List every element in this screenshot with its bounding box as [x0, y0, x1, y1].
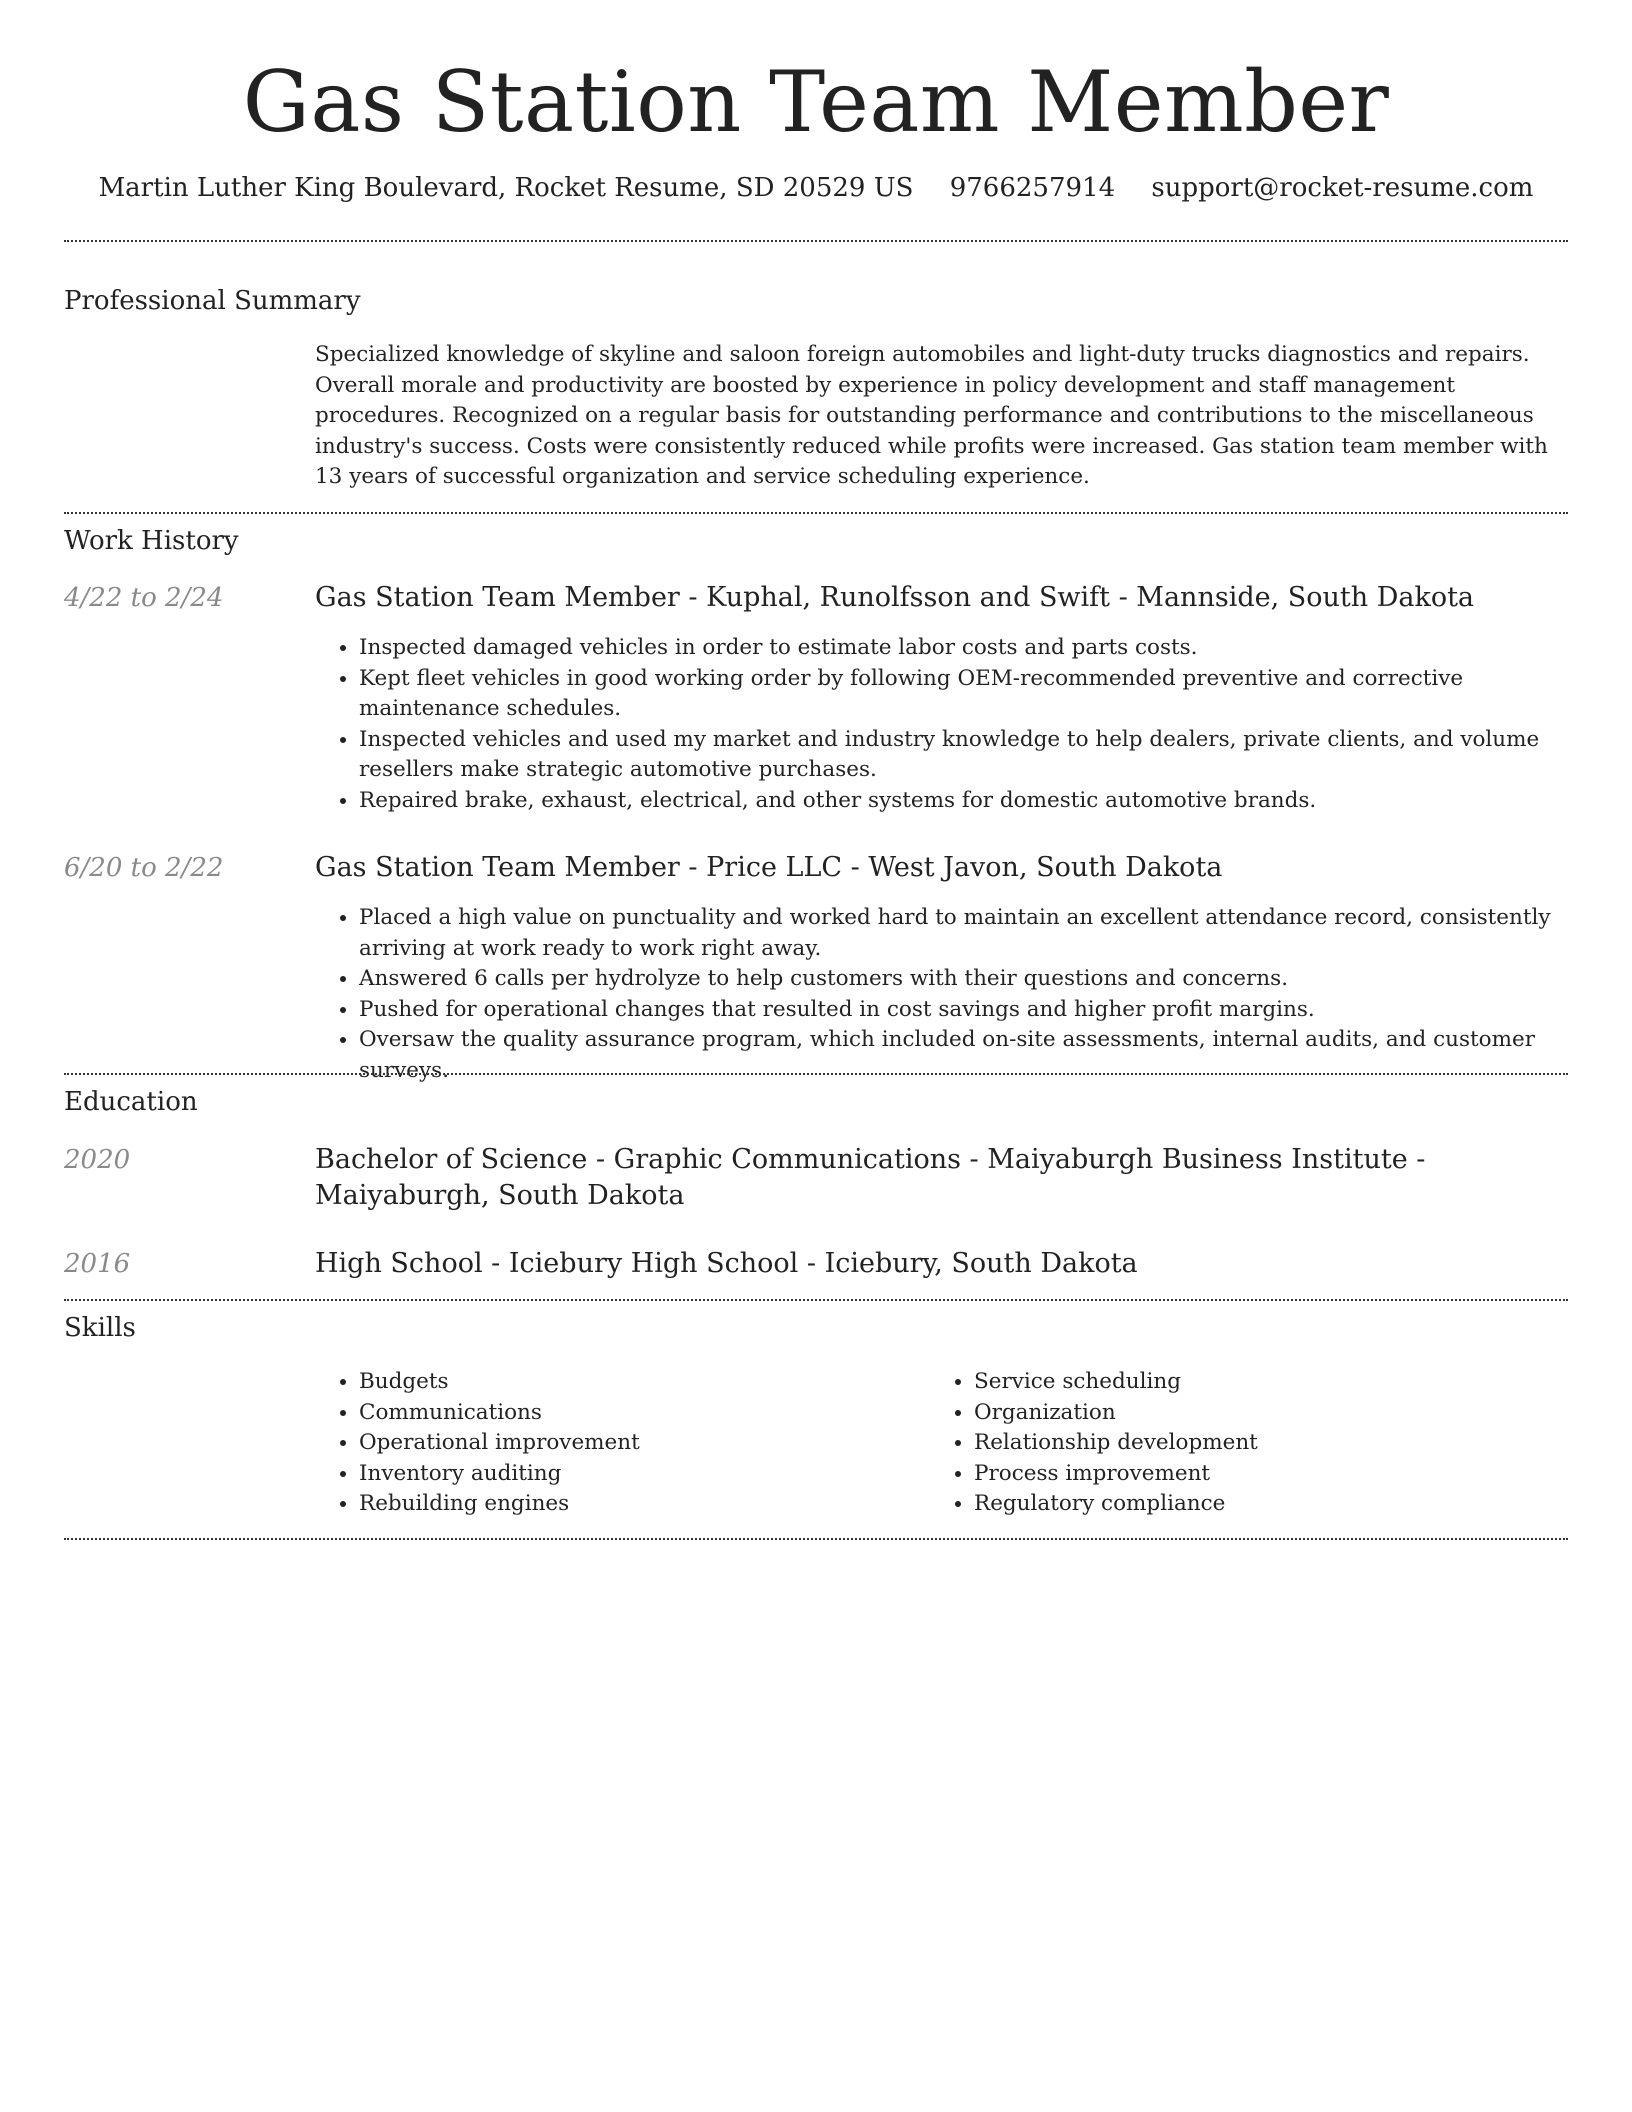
divider [64, 1073, 1568, 1075]
section-title-skills: Skills [64, 1313, 136, 1343]
skills-list-right [930, 1367, 1530, 1520]
job-bullet: • Inspected damaged vehicles in order to estimate labor costs and parts costs. [359, 633, 1560, 664]
job-dates: 6/20 to 2/22 [64, 853, 224, 883]
contact-address: Martin Luther King Boulevard, Rocket Resume, SD 20529 US [98, 173, 914, 203]
skill-item: • Process improvement [974, 1459, 1530, 1490]
skill-item: • Budgets [359, 1367, 915, 1398]
skill-item: • Rebuilding engines [359, 1489, 915, 1520]
skill-item: • Communications [359, 1398, 915, 1429]
education-year: 2020 [64, 1145, 131, 1175]
job-heading: Gas Station Team Member - Kuphal, Runolfsson and Swift - Mannside, South Dakota [315, 582, 1475, 613]
divider [64, 1538, 1568, 1540]
divider [64, 1299, 1568, 1301]
skill-item: • Service scheduling [974, 1367, 1530, 1398]
summary-text: Specialized knowledge of skyline and saloon foreign automobiles and light-duty trucks diagnostics and repairs. Overall morale and productivity are boosted by experience in policy development and staff management procedures. Recognized on a regular basis for outstanding performance and contributions to the miscellaneous industry's success. Costs were consistently reduced while profits were increased. Gas station team member with 13 years of successful organization and service scheduling experience. [315, 342, 1548, 489]
job-heading: Gas Station Team Member - Price LLC - West Javon, South Dakota [315, 852, 1223, 883]
contact-email: support@rocket-resume.com [1151, 173, 1534, 203]
job-bullets [315, 633, 1560, 816]
job-bullets [315, 903, 1560, 1086]
education-heading: High School - Iciebury High School - Iciebury, South Dakota [315, 1248, 1138, 1279]
skill-item: • Relationship development [974, 1428, 1530, 1459]
section-title-education: Education [64, 1087, 198, 1117]
job-bullet: • Answered 6 calls per hydrolyze to help customers with their questions and concerns. [359, 964, 1560, 995]
skill-item: • Organization [974, 1398, 1530, 1429]
job-bullet: • Pushed for operational changes that resulted in cost savings and higher profit margins. [359, 995, 1560, 1026]
job-bullet: • Placed a high value on punctuality and worked hard to maintain an excellent attendance record, consistently arriving at work ready to work right away. [359, 903, 1560, 964]
divider [64, 240, 1568, 242]
job-bullet: • Repaired brake, exhaust, electrical, and other systems for domestic automotive brands. [359, 786, 1560, 817]
job-bullet: • Oversaw the quality assurance program, which included on-site assessments, internal audits, and customer surveys. [359, 1025, 1560, 1086]
education-heading: Bachelor of Science - Graphic Communications - Maiyaburgh Business Institute - Maiyaburgh, South Dakota [315, 1144, 1426, 1211]
contact-line [0, 170, 1632, 206]
skill-item: • Regulatory compliance [974, 1489, 1530, 1520]
job-bullet: • Inspected vehicles and used my market and industry knowledge to help dealers, private clients, and volume resellers make strategic automotive purchases. [359, 725, 1560, 786]
skill-item: • Operational improvement [359, 1428, 915, 1459]
resume-name: Gas Station Team Member [242, 53, 1390, 151]
skill-item: • Inventory auditing [359, 1459, 915, 1490]
job-bullet: • Kept fleet vehicles in good working order by following OEM-recommended preventive and corrective maintenance schedules. [359, 664, 1560, 725]
skills-list-left [315, 1367, 915, 1520]
contact-phone: 9766257914 [949, 173, 1116, 203]
section-title-summary: Professional Summary [64, 286, 361, 316]
job-dates: 4/22 to 2/24 [64, 583, 224, 613]
education-year: 2016 [64, 1249, 131, 1279]
section-title-work: Work History [64, 526, 239, 556]
divider [64, 512, 1568, 514]
